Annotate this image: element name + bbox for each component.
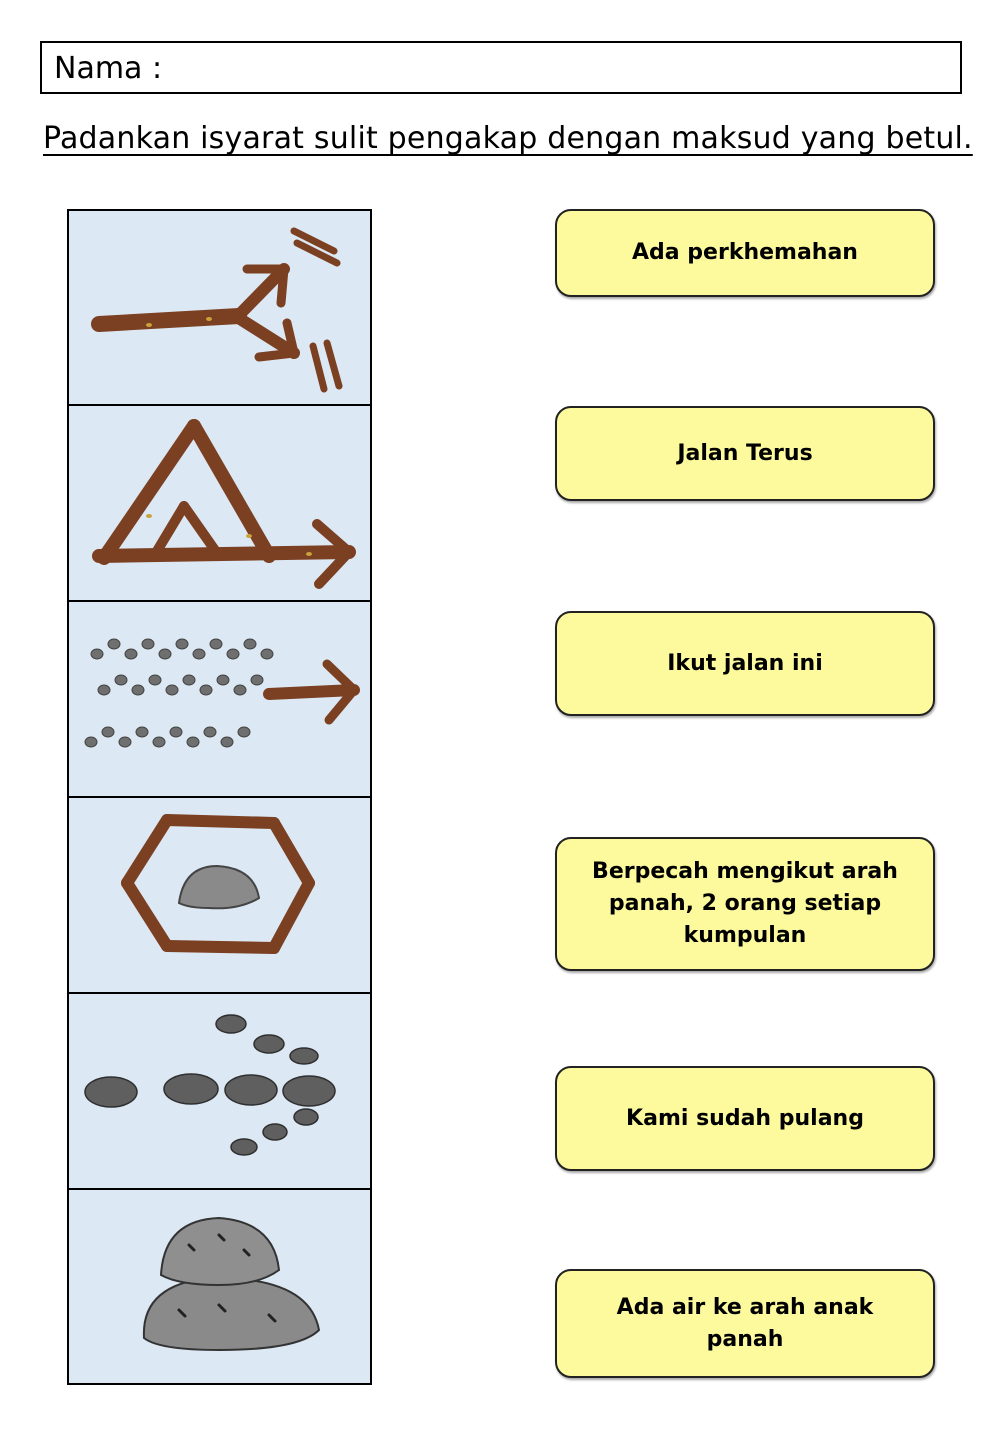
wavy-pebbles-arrow-icon [69,602,370,796]
name-label: Nama : [54,51,163,86]
answer-box-2[interactable]: Jalan Terus [555,406,935,501]
answer-box-5[interactable]: Kami sudah pulang [555,1066,935,1171]
triangle-tent-arrow-sticks-icon [69,406,370,600]
stacked-stones-icon [69,1190,370,1384]
stone-arrow-icon [69,994,370,1188]
answer-box-4[interactable]: Berpecah mengikut arah panah, 2 orang setiap kumpulan [555,837,935,971]
sign-cell[interactable] [67,797,372,993]
sign-column [67,209,372,1385]
sign-cell[interactable] [67,1189,372,1385]
instruction-heading: Padankan isyarat sulit pengakap dengan maksud yang betul. [43,121,973,156]
answer-box-6[interactable]: Ada air ke arah anak panah [555,1269,935,1378]
hexagon-sticks-stone-icon [69,798,370,992]
sign-cell[interactable] [67,405,372,601]
sign-cell[interactable] [67,601,372,797]
answer-box-3[interactable]: Ikut jalan ini [555,611,935,716]
split-arrows-sticks-icon [69,211,370,405]
name-field[interactable] [40,41,962,94]
sign-cell[interactable] [67,993,372,1189]
answer-box-1[interactable]: Ada perkhemahan [555,209,935,297]
sign-cell[interactable] [67,209,372,405]
